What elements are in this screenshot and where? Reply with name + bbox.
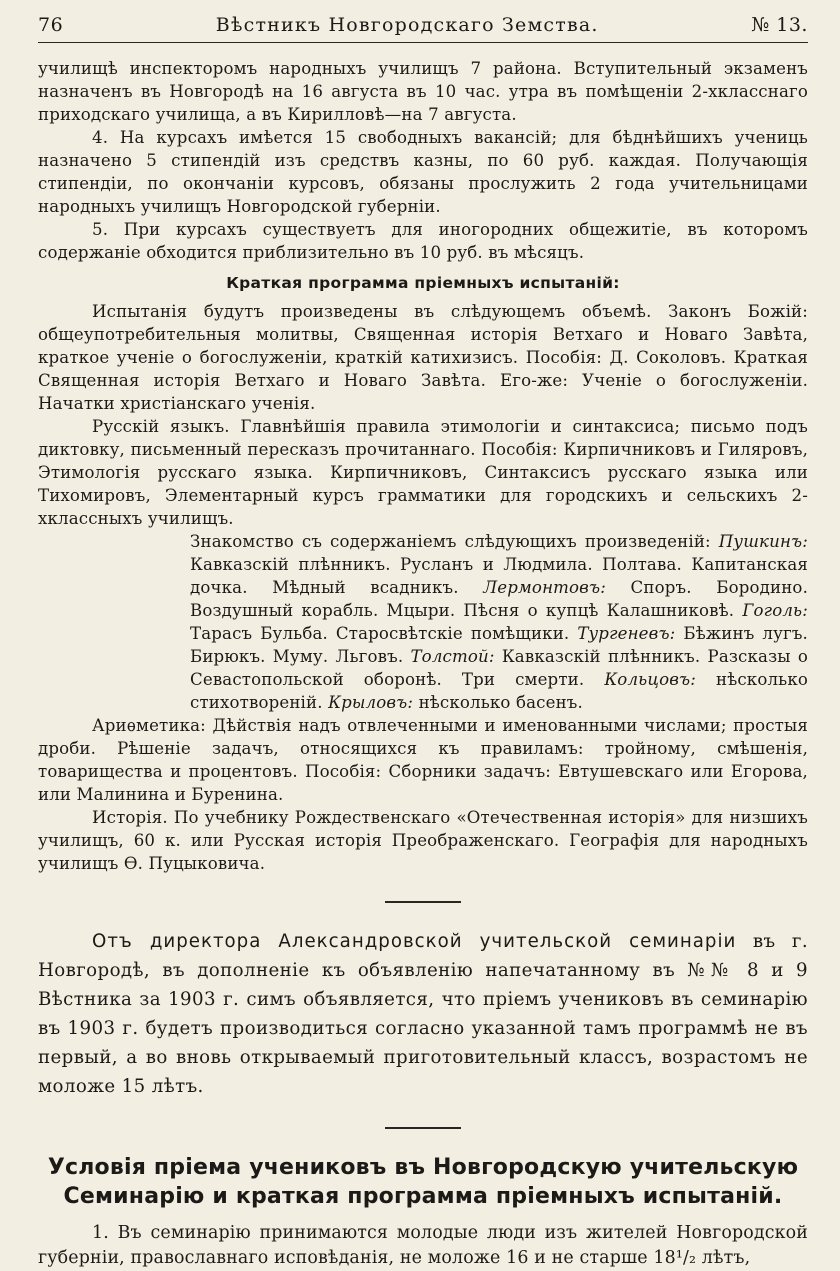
program-heading: Краткая программа пріемныхъ испытаній: xyxy=(226,274,620,292)
paragraph-admission-1 xyxy=(38,1221,808,1271)
section-divider-1 xyxy=(385,901,461,903)
section-courses xyxy=(38,57,808,875)
admission-tail: лѣтъ, xyxy=(696,1248,751,1268)
author-turgenev: Тургеневъ: xyxy=(577,624,676,643)
page xyxy=(38,14,808,1271)
author-tolstoy: Толстой: xyxy=(410,647,495,666)
author-pushkin: Пушкинъ: xyxy=(718,532,808,551)
works-pushkin: Кавказскій плѣнникъ. Русланъ и Людмила. Полтава. Капитанская дочка. Мѣдный всадникъ. xyxy=(190,555,808,597)
literature-list xyxy=(38,530,808,714)
section-divider-2 xyxy=(385,1127,461,1129)
author-koltsov: Кольцовъ: xyxy=(604,670,696,689)
works-tolstoy: Кавказскій плѣнникъ. Разсказы о Севастопольской оборонѣ. Три смерти. xyxy=(190,647,808,689)
notice-lead: Отъ директора Александровской учительской семинаріи xyxy=(92,931,737,952)
paragraph-dormitory: 5. При курсахъ существуетъ для иногородних общежитіе, въ которомъ содержаніе обходится приблизительно въ 10 руб. въ мѣсяцъ. xyxy=(38,220,808,262)
paragraph-law-of-god: Испытанія будутъ произведены въ слѣдующемъ объемѣ. Законъ Божій: общеупотребительныя молитвы, Священная исторія Ветхаго и Новаго Завѣта, краткое ученіе о богослуженіи, краткій катихизисъ. Пособія: Д. Соколовъ. Краткая Священная исторія Ветхаго и Новаго Завѣта. Его-же: Ученіе о богослуженіи. Начатки христіанскаго ученія. xyxy=(38,302,808,413)
works-krylov: нѣсколько басенъ. xyxy=(418,693,583,712)
admission-heading: Условія пріема учениковъ въ Новгородскую учительскую Семинарію и краткая программа пріемныхъ испытаній. xyxy=(47,1155,799,1209)
admission-text: 1. Въ семинарію принимаются молодые люди изъ жителей Новгородской губерніи, православнаго исповѣданія, не моложе 16 и не старше 18 xyxy=(38,1223,808,1268)
issue-number: № 13. xyxy=(751,14,808,36)
age-fraction: ¹/₂ xyxy=(675,1248,697,1268)
seminary-notice xyxy=(38,927,808,1101)
works-turgenev: Бѣжинъ лугъ. Бирюкъ. Муму. Льговъ. xyxy=(190,624,808,666)
author-krylov: Крыловъ: xyxy=(328,693,414,712)
works-gogol: Тарасъ Бульба. Старосвѣтскіе помѣщики. xyxy=(190,624,570,643)
journal-title: Вѣстникъ Новгородскаго Земства. xyxy=(215,14,599,36)
paragraph-exam: училищѣ инспекторомъ народныхъ училищъ 7 района. Вступительный экзаменъ назначенъ въ Новгородѣ на 16 августа въ 10 час. утра въ помѣщеніи 2-хкласснаго приходскаго училища, а въ Кирилловѣ—на 7 августа. xyxy=(38,59,808,124)
literature-lead: Знакомство съ содержаніемъ слѣдующихъ произведеній: xyxy=(190,532,711,551)
author-gogol: Гоголь: xyxy=(742,601,808,620)
paragraph-vacancies: 4. На курсахъ имѣется 15 свободныхъ вакансій; для бѣднѣйшихъ учениць назначено 5 стипендій изъ средствъ казны, по 60 руб. каждая. Получающія стипендіи, по окончаніи курсовъ, обязаны прослужить 2 года учительницами народныхъ училищъ Новгородской губерніи. xyxy=(38,128,808,216)
author-lermontov: Лермонтовъ: xyxy=(483,578,606,597)
works-koltsov: нѣсколько стихотвореній. xyxy=(190,670,808,712)
admission-section xyxy=(38,1221,808,1271)
literature-paragraph xyxy=(190,530,808,714)
works-lermontov: Споръ. Бородино. Воздушный корабль. Мцыри. Пѣсня о купцѣ Калашниковѣ. xyxy=(190,578,808,620)
running-header xyxy=(38,14,808,43)
notice-body: въ г. Новгородѣ, въ дополненіе къ объявленію напечатанному въ №№ 8 и 9 Вѣстника за 1903 г. симъ объявляется, что пріемъ учениковъ въ семинарію въ 1903 г. будетъ производиться согласно указанной тамъ программѣ не въ первый, а во вновь открываемый приготовительный классъ, возрастомъ не моложе 15 лѣтъ. xyxy=(38,931,809,1097)
paragraph-russian-language: Русскій языкъ. Главнѣйшія правила этимологіи и синтаксиса; письмо подъ диктовку, письменный пересказъ прочитаннаго. Пособія: Кирпичниковъ и Гиляровъ, Этимологія русскаго языка. Кирпичниковъ, Синтаксисъ русскаго языка или Тихомировъ, Элементарный курсъ грамматики для городскихъ и сельскихъ 2-хклассныхъ училищъ. xyxy=(38,417,808,528)
page-number: 76 xyxy=(38,14,64,36)
paragraph-arithmetic: Ариѳметика: Дѣйствія надъ отвлеченными и именованными числами; простыя дроби. Рѣшеніе задачъ, относящихся къ правиламъ: тройному, смѣшенія, товарищества и процентовъ. Пособія: Сборники задачъ: Евтушевскаго или Егорова, или Малинина и Буренина. xyxy=(38,716,808,804)
paragraph-history: Исторія. По учебнику Рождественскаго «Отечественная исторія» для низшихъ училищъ, 60 к. или Русская исторія Преображенскаго. Географія для народныхъ училищъ Ѳ. Пуцыковича. xyxy=(38,808,808,873)
